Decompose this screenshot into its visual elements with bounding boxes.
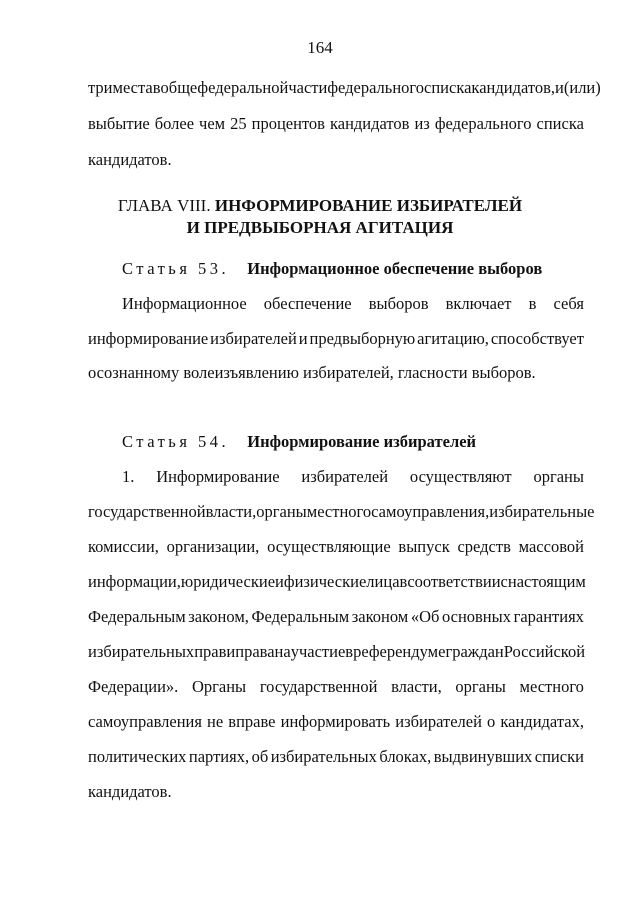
article-53-label: Статья 53. — [122, 259, 230, 278]
chapter-title-line1: ИНФОРМИРОВАНИЕ ИЗБИРАТЕЛЕЙ — [214, 196, 523, 215]
article-54-label: Статья 54. — [122, 432, 230, 451]
chapter-heading — [0, 195, 640, 217]
paragraph-line: Информационное обеспечение выборов включает в себя — [122, 294, 584, 313]
paragraph-line: государственной власти, органы местного самоуправления, избирательные — [88, 502, 595, 521]
paragraph-line: избирательных прав и права на участие в референдуме граждан Российской — [88, 642, 586, 661]
paragraph-line: три места в общефедеральной части федерального списка кандидатов, и (или) — [88, 78, 601, 97]
chapter-heading-line2 — [0, 217, 640, 239]
paragraph-line: информации, юридические и физические лица в соответствии с настоящим — [88, 572, 586, 591]
paragraph-line: Федеральным законом, Федеральным законом «Об основных гарантиях — [88, 607, 584, 626]
paragraph-line: самоуправления не вправе информировать избирателей о кандидатах, — [88, 712, 584, 731]
paragraph-line: осознанному волеизъявлению избирателей, гласности выборов. — [88, 363, 536, 382]
paragraph-line: политических партиях, об избирательных блоках, выдвинувших списки — [88, 747, 584, 766]
paragraph-line: комиссии, организации, осуществляющие выпуск средств массовой — [88, 537, 584, 556]
paragraph-line: кандидатов. — [88, 782, 172, 801]
paragraph-line: кандидатов. — [88, 150, 172, 169]
page-number: 164 — [307, 38, 333, 57]
paragraph-line: 1. Информирование избирателей осуществляют органы — [122, 467, 584, 486]
paragraph-line: выбытие более чем 25 процентов кандидатов из федерального списка — [88, 114, 584, 133]
article-54-title: Информирование избирателей — [247, 432, 477, 451]
chapter-prefix: ГЛАВА VIII. — [117, 196, 211, 215]
article-53-title: Информационное обеспечение выборов — [247, 259, 543, 278]
chapter-title-line2: И ПРЕДВЫБОРНАЯ АГИТАЦИЯ — [186, 218, 454, 237]
paragraph-line: Федерации». Органы государственной власти, органы местного — [88, 677, 584, 696]
article-54-heading — [122, 432, 476, 452]
article-53-heading — [122, 259, 542, 279]
paragraph-line: информирование избирателей и предвыборную агитацию, способствует — [88, 329, 584, 348]
